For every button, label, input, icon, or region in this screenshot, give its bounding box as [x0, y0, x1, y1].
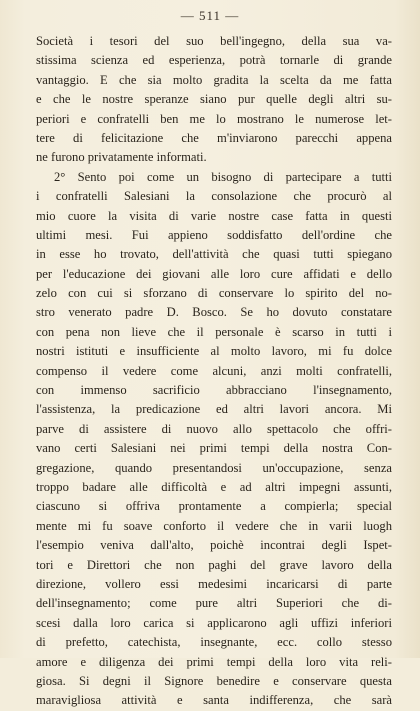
text-line: mio cuore la visita di varie nostre case fatta in questi: [36, 208, 392, 223]
text-line: in esse ho trovato, dell'attività che quasi tutti spiegano: [36, 247, 392, 262]
text-line: i confratelli Salesiani la consolazione che procurò al: [36, 189, 392, 204]
text-line: con pena non lieve che il personale è scarso in tutti i: [36, 324, 392, 339]
text-line: 2° Sento poi come un bisogno di partecipare a tutti: [54, 169, 392, 184]
text-line: scesi dalla loro carica si applicarono agli uffizi inferiori: [36, 615, 392, 630]
text-line: tere di felicitazione che m'inviarono parecchi appena: [36, 130, 392, 145]
text-line: amore e diligenza dei primi tempi della loro vita reli-: [36, 654, 392, 669]
text-line: ultimi mesi. Fui appieno soddisfatto dell'ordine che: [36, 227, 392, 242]
text-line: compenso il vedere come alcuni, anzi molti confratelli,: [36, 363, 392, 378]
text-line: Società i tesori del suo bell'ingegno, della sua va-: [36, 34, 392, 48]
text-line: direzione, vollero essi medesimi incaricarsi di parte: [36, 576, 392, 591]
text-line: l'esempio veniva dall'alto, poichè incontrai degli Ispet-: [36, 538, 392, 553]
text-line: e che le nostre speranze siano pur quelle degli altri su-: [36, 92, 392, 107]
text-line: periori e confratelli ben me lo mostrano le numerose let-: [36, 111, 392, 126]
text-line: dell'insegnamento; come pure altri Superiori che di-: [36, 596, 392, 611]
paragraph: [36, 32, 392, 168]
text-line: mente mi fu soave conforto il vedere che in varii luogh: [36, 518, 392, 533]
text-line: l'assistenza, la predicazione ed altri lavori ancora. Mi: [36, 402, 392, 417]
text-line: di prefetto, catechista, insegnante, ecc. collo stesso: [36, 635, 392, 650]
paragraph: [36, 168, 392, 711]
text-line: con immenso sacrificio abbracciano l'insegnamento,: [36, 383, 392, 398]
text-line: troppo badare alle difficoltà e ad altri impegni assunti,: [36, 479, 392, 494]
text-line: per l'educazione dei giovani alle loro cure affidati e dello: [36, 266, 392, 281]
text-line: vantaggio. E che sia molto gradita la scelta da me fatta: [36, 72, 392, 87]
text-line: ne furono privatamente informati.: [36, 150, 207, 165]
body-text: [36, 32, 392, 711]
text-line: nostri istituti e insufficiente al molto lavoro, mi fu dolce: [36, 344, 392, 359]
text-line: giosa. Si degni il Signore benedire e conservare questa: [36, 673, 392, 688]
page-number: — 511 —: [180, 8, 240, 23]
text-line: ciascuno si offriva prontamente a compierla; special: [36, 499, 392, 514]
text-line: zelo con cui si sforzano di conservare lo spirito del no-: [36, 286, 392, 301]
text-line: tori e Direttori che non paghi del grave lavoro della: [36, 557, 392, 572]
text-line: stro venerato padre D. Bosco. Se ho dovuto constatare: [36, 305, 392, 320]
text-line: maravigliosa attività e santa indifferenza, che sarà: [36, 693, 392, 708]
text-line: parve di assistere di nuovo allo spettacolo che offri-: [36, 421, 392, 436]
text-line: gregazione, quando presentandosi un'occupazione, senza: [36, 460, 392, 475]
text-line: stissima scienza ed esperienza, potrà tornarle di grande: [36, 53, 392, 68]
text-line: vano certi Salesiani nei primi tempi della nostra Con-: [36, 441, 392, 456]
